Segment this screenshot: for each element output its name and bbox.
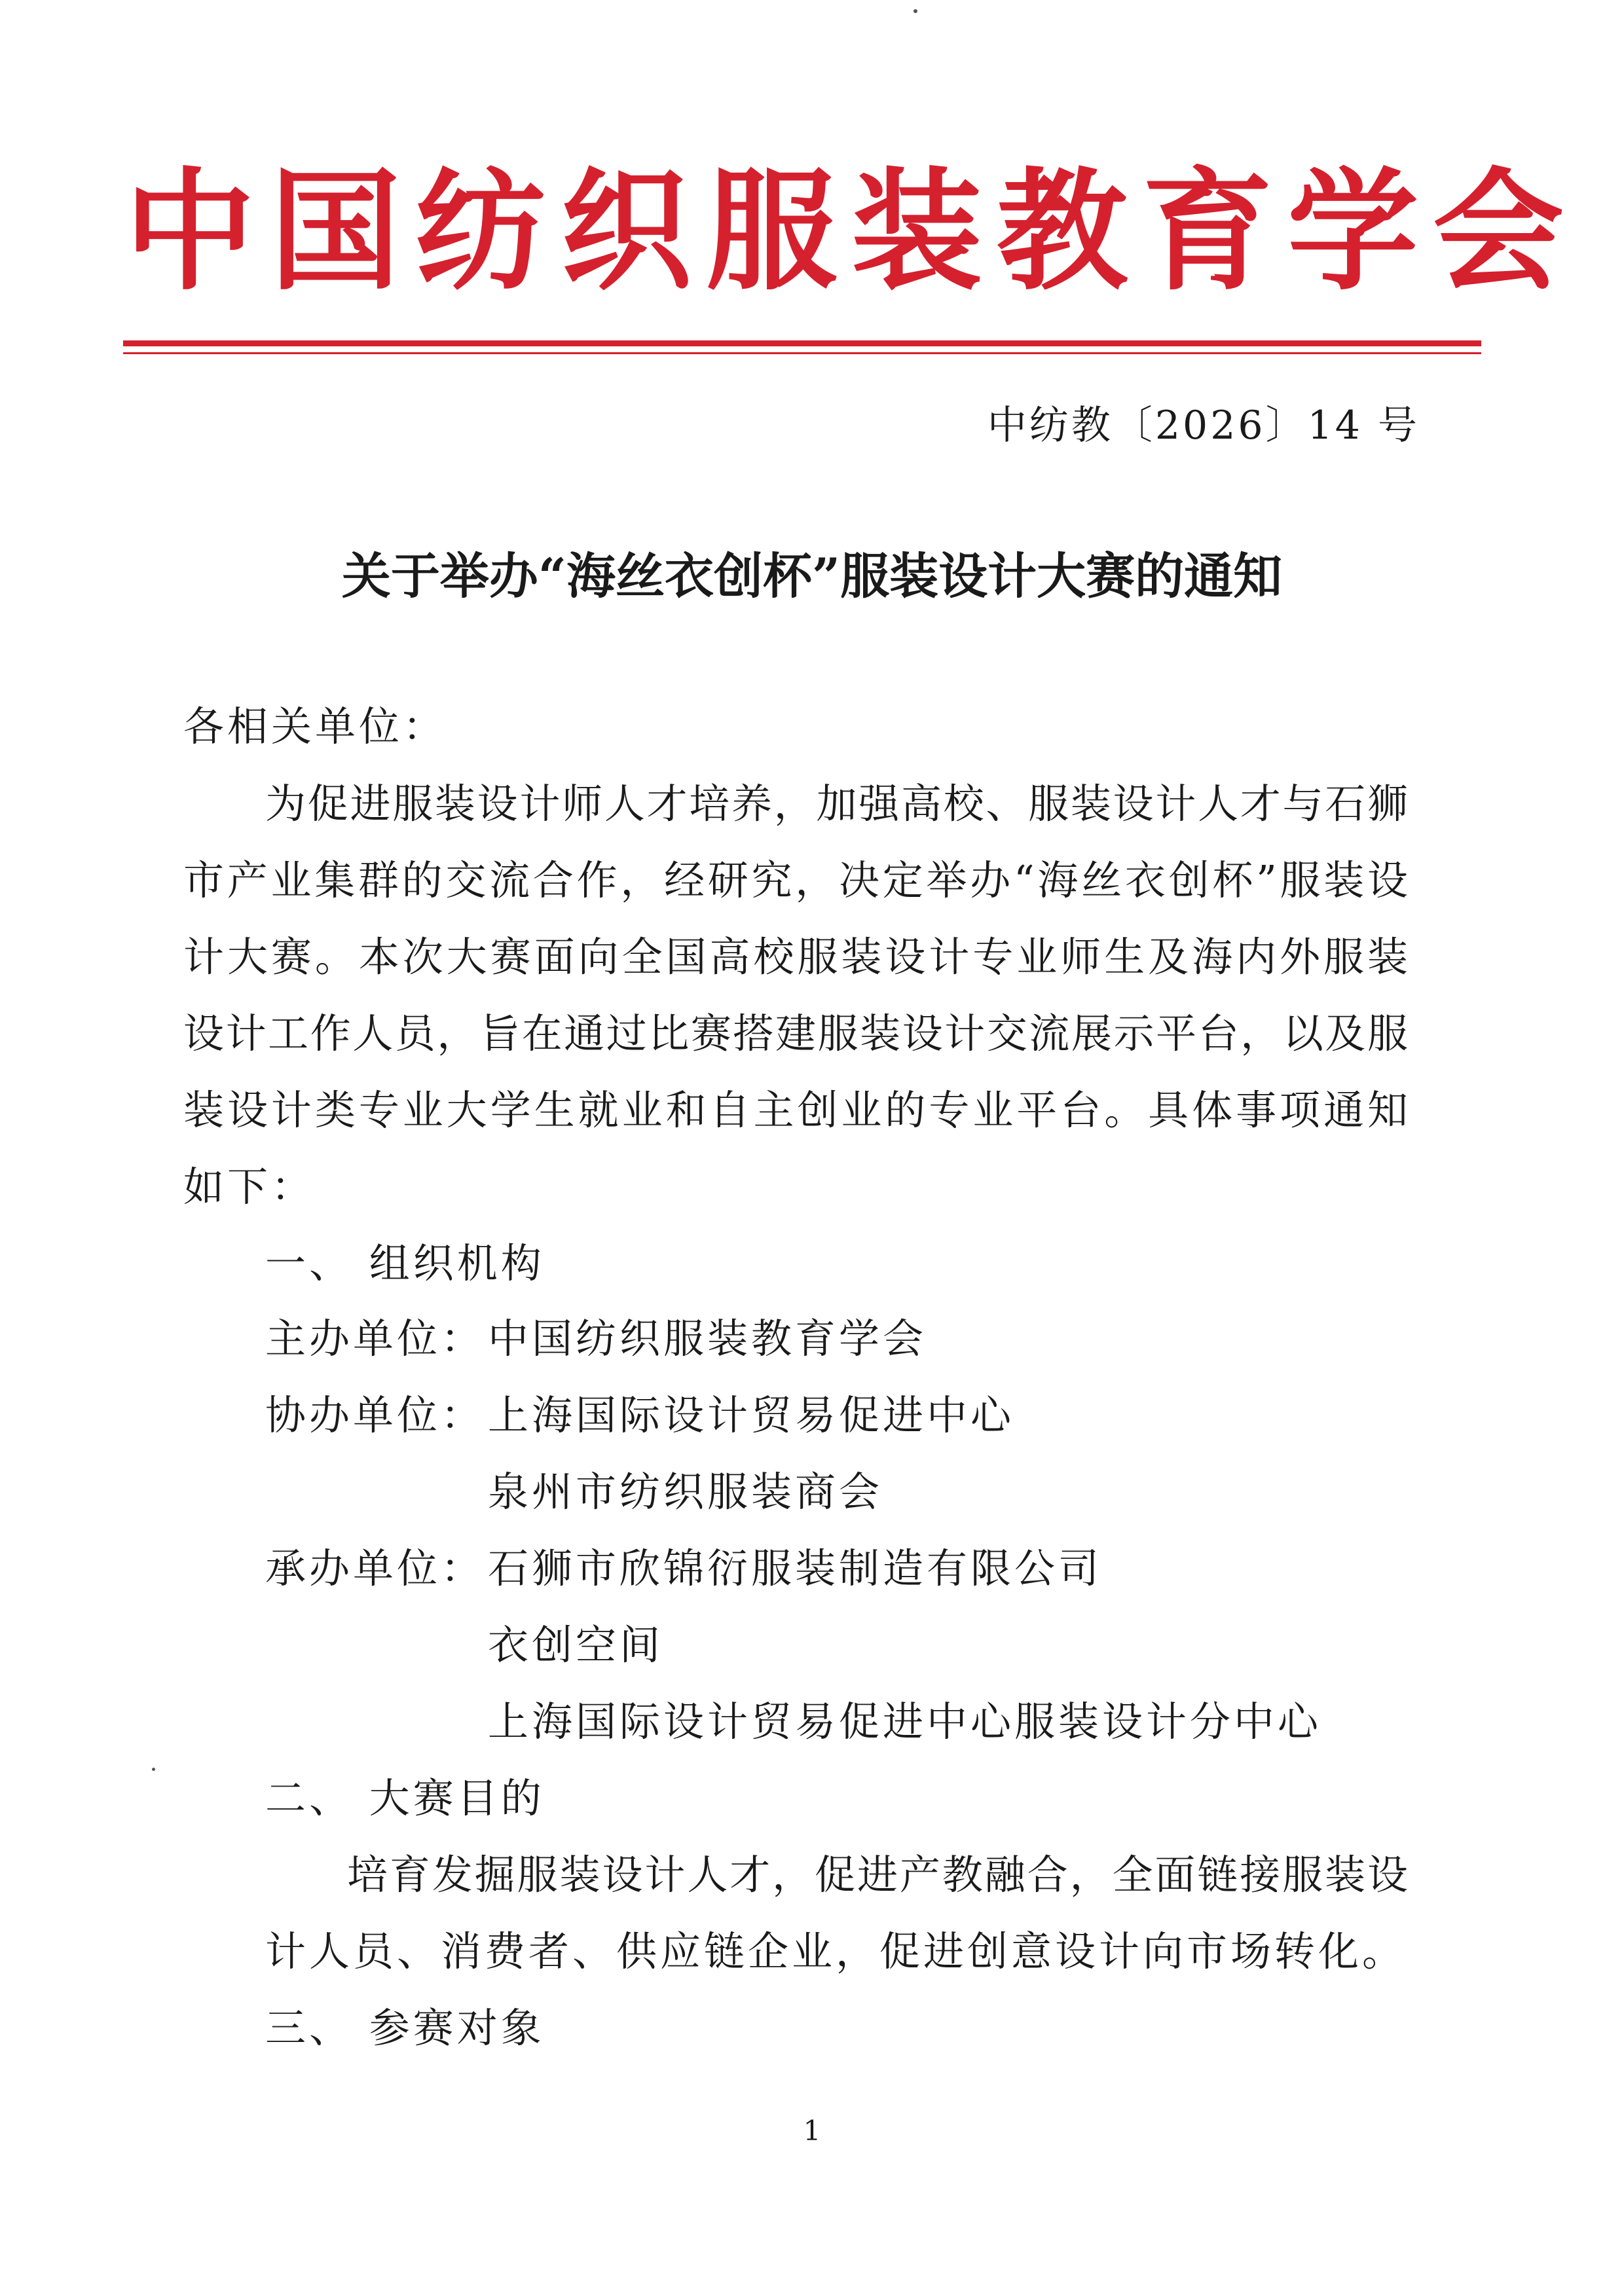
intro-line: 计大赛。本次大赛面向全国高校服装设计专业师生及海内外服装 — [183, 933, 1408, 981]
organizer-value: 上海国际设计贸易促进中心服装设计分中心 — [488, 1698, 1322, 1745]
page-number: 1 — [803, 2115, 821, 2147]
organizer-value: 石狮市欣锦衍服装制造有限公司 — [488, 1544, 1103, 1592]
co-organizer-value: 泉州市纺织服装商会 — [488, 1468, 883, 1516]
intro-line: 装设计类专业大学生就业和自主创业的专业平台。具体事项通知 — [183, 1086, 1408, 1134]
letterhead-rule-thick — [123, 340, 1481, 346]
purpose-line: 培育发掘服装设计人才，促进产教融合，全面链接服装设 — [347, 1851, 1408, 1899]
scan-speck — [152, 1768, 155, 1771]
host-label: 主办单位： — [265, 1315, 485, 1362]
letterhead-rule-thin — [123, 352, 1481, 354]
host-value: 中国纺织服装教育学会 — [488, 1315, 927, 1362]
section-heading-participants: 三、 参赛对象 — [265, 2004, 545, 2052]
section-heading-purpose: 二、 大赛目的 — [265, 1774, 545, 1822]
intro-line: 为促进服装设计师人才培养，加强高校、服装设计人才与石狮 — [265, 780, 1408, 828]
section-heading-organization: 一、 组织机构 — [265, 1239, 545, 1287]
intro-line: 如下： — [183, 1163, 316, 1211]
organization-letterhead: 中国纺织服装教育学会 — [124, 156, 1579, 308]
organizer-label: 承办单位： — [265, 1544, 485, 1592]
purpose-line: 计人员、消费者、供应链企业，促进创意设计向市场转化。 — [265, 1927, 1407, 1975]
salutation: 各相关单位： — [183, 702, 447, 750]
document-title: 关于举办“海丝衣创杯”服装设计大赛的通知 — [341, 547, 1283, 605]
intro-line: 市产业集群的交流合作，经研究，决定举办“海丝衣创杯”服装设 — [183, 856, 1408, 904]
co-organizer-label: 协办单位： — [265, 1391, 485, 1439]
document-number: 中纺教〔2026〕14 号 — [987, 403, 1420, 448]
organizer-value: 衣创空间 — [488, 1621, 664, 1669]
intro-line: 设计工作人员，旨在通过比赛搭建服装设计交流展示平台，以及服 — [183, 1010, 1408, 1057]
scan-speck — [913, 9, 917, 13]
co-organizer-value: 上海国际设计贸易促进中心 — [488, 1391, 1015, 1439]
